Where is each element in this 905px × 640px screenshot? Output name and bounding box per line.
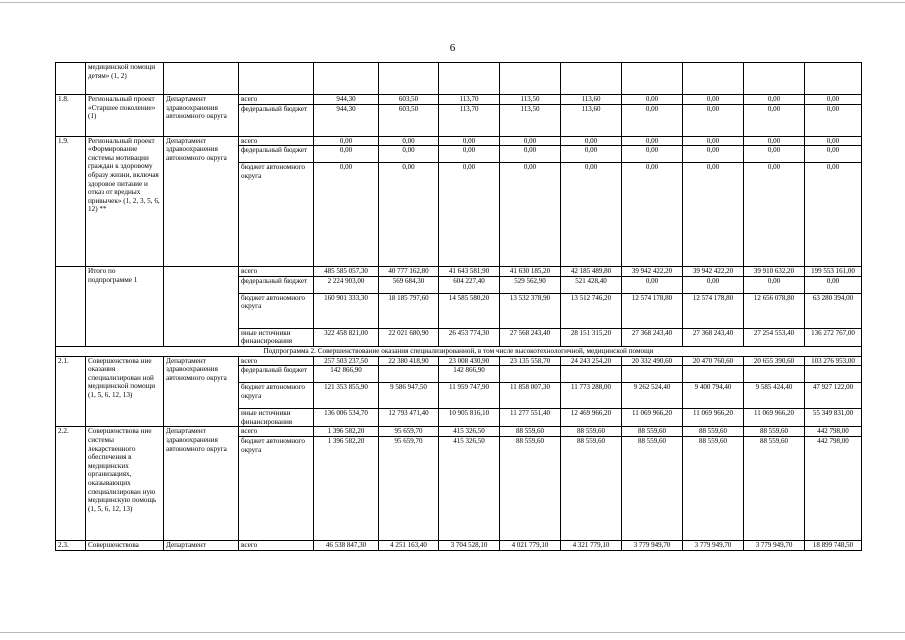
amount-cell: 0,00 bbox=[314, 146, 379, 163]
amount-cell: 12 656 078,80 bbox=[744, 293, 805, 328]
funding-source: всего bbox=[239, 136, 314, 146]
scan-edge-top bbox=[0, 2, 905, 3]
funding-source: бюджет автономного округа bbox=[239, 436, 314, 540]
amount-cell: 3 779 949,70 bbox=[622, 540, 683, 550]
funding-source bbox=[239, 63, 314, 95]
amount-cell: 136 006 534,70 bbox=[314, 409, 379, 427]
amount-cell: 257 503 237,50 bbox=[314, 356, 379, 366]
amount-cell: 0,00 bbox=[744, 104, 805, 136]
page-number: 6 bbox=[449, 42, 456, 54]
amount-cell: 27 368 243,40 bbox=[622, 328, 683, 346]
funding-source: всего bbox=[239, 95, 314, 105]
responsible-executor: Департамент здравоохранения автономного округа bbox=[164, 427, 239, 541]
responsible-executor bbox=[164, 63, 239, 95]
amount-cell bbox=[561, 63, 622, 95]
amount-cell bbox=[744, 366, 805, 383]
amount-cell: 13 532 378,90 bbox=[500, 293, 561, 328]
measure-name: Совершенствова ние оказания специализирован ной медицинской помощи (1, 5, 6, 12, 13) bbox=[86, 356, 164, 427]
amount-cell: 88 559,60 bbox=[683, 427, 744, 437]
amount-cell: 0,00 bbox=[379, 136, 439, 146]
amount-cell: 0,00 bbox=[805, 163, 862, 267]
amount-cell: 41 643 581,90 bbox=[439, 267, 500, 277]
amount-cell: 0,00 bbox=[744, 163, 805, 267]
amount-cell: 88 559,60 bbox=[500, 427, 561, 437]
amount-cell bbox=[805, 63, 862, 95]
amount-cell: 20 470 760,60 bbox=[683, 356, 744, 366]
funding-source: всего bbox=[239, 540, 314, 550]
amount-cell: 39 942 422,20 bbox=[683, 267, 744, 277]
amount-cell: 0,00 bbox=[500, 163, 561, 267]
amount-cell: 322 458 821,00 bbox=[314, 328, 379, 346]
amount-cell: 26 453 774,30 bbox=[439, 328, 500, 346]
amount-cell: 11 069 966,20 bbox=[683, 409, 744, 427]
row-index: 2.2. bbox=[56, 427, 86, 541]
amount-cell: 0,00 bbox=[622, 276, 683, 293]
amount-cell: 88 559,60 bbox=[683, 436, 744, 540]
amount-cell bbox=[622, 63, 683, 95]
measure-name: Совершенствова ние системы лекарственного обеспечения в медицинских организациях, оказывающих специализирован ную медицинскую помощь (1, 5, 6, 12, 13) bbox=[86, 427, 164, 541]
amount-cell: 121 353 855,90 bbox=[314, 383, 379, 409]
program-funding-table-wrap bbox=[55, 62, 861, 551]
amount-cell: 12 574 178,80 bbox=[622, 293, 683, 328]
amount-cell: 0,00 bbox=[683, 276, 744, 293]
amount-cell: 415 326,50 bbox=[439, 427, 500, 437]
amount-cell bbox=[622, 366, 683, 383]
table-row bbox=[56, 540, 862, 550]
amount-cell: 11 277 551,40 bbox=[500, 409, 561, 427]
amount-cell: 0,00 bbox=[439, 146, 500, 163]
amount-cell: 569 684,30 bbox=[379, 276, 439, 293]
amount-cell bbox=[500, 366, 561, 383]
funding-source: иные источники финансирования bbox=[239, 328, 314, 346]
amount-cell: 0,00 bbox=[805, 136, 862, 146]
amount-cell: 41 630 185,20 bbox=[500, 267, 561, 277]
responsible-executor: Департамент здравоохранения автономного округа bbox=[164, 95, 239, 137]
amount-cell: 415 326,50 bbox=[439, 436, 500, 540]
table-body bbox=[56, 63, 862, 551]
amount-cell: 88 559,60 bbox=[561, 427, 622, 437]
responsible-executor bbox=[164, 267, 239, 347]
amount-cell: 14 585 580,20 bbox=[439, 293, 500, 328]
table-row bbox=[56, 267, 862, 277]
funding-source: бюджет автономного округа bbox=[239, 293, 314, 328]
table-row bbox=[56, 63, 862, 95]
amount-cell: 40 777 162,80 bbox=[379, 267, 439, 277]
amount-cell: 11 773 288,00 bbox=[561, 383, 622, 409]
amount-cell: 95 659,70 bbox=[379, 436, 439, 540]
amount-cell: 88 559,60 bbox=[622, 427, 683, 437]
funding-source: всего bbox=[239, 356, 314, 366]
amount-cell: 113,70 bbox=[439, 95, 500, 105]
amount-cell: 0,00 bbox=[379, 146, 439, 163]
funding-source: всего bbox=[239, 427, 314, 437]
amount-cell bbox=[439, 63, 500, 95]
amount-cell: 0,00 bbox=[805, 104, 862, 136]
amount-cell bbox=[683, 63, 744, 95]
amount-cell: 0,00 bbox=[683, 95, 744, 105]
funding-source: федеральный бюджет bbox=[239, 276, 314, 293]
amount-cell: 0,00 bbox=[622, 136, 683, 146]
amount-cell: 0,00 bbox=[744, 146, 805, 163]
scan-edge-bottom bbox=[0, 632, 905, 633]
amount-cell: 11 858 007,30 bbox=[500, 383, 561, 409]
amount-cell: 3 704 528,10 bbox=[439, 540, 500, 550]
amount-cell: 12 469 966,20 bbox=[561, 409, 622, 427]
amount-cell: 55 349 831,00 bbox=[805, 409, 862, 427]
amount-cell: 0,00 bbox=[622, 95, 683, 105]
table-row bbox=[56, 427, 862, 437]
table-row bbox=[56, 95, 862, 105]
funding-source: бюджет автономного округа bbox=[239, 383, 314, 409]
amount-cell: 95 659,70 bbox=[379, 427, 439, 437]
amount-cell: 18 899 748,50 bbox=[805, 540, 862, 550]
measure-name: медицинской помощи детям» (1, 2) bbox=[86, 63, 164, 95]
amount-cell: 12 574 178,80 bbox=[683, 293, 744, 328]
amount-cell: 0,00 bbox=[314, 163, 379, 267]
amount-cell: 0,00 bbox=[561, 136, 622, 146]
amount-cell: 42 185 489,80 bbox=[561, 267, 622, 277]
amount-cell: 88 559,60 bbox=[622, 436, 683, 540]
amount-cell: 136 272 767,00 bbox=[805, 328, 862, 346]
table-row bbox=[56, 356, 862, 366]
amount-cell bbox=[500, 63, 561, 95]
amount-cell: 0,00 bbox=[744, 95, 805, 105]
amount-cell: 28 151 315,20 bbox=[561, 328, 622, 346]
amount-cell: 0,00 bbox=[805, 146, 862, 163]
amount-cell: 11 069 966,20 bbox=[622, 409, 683, 427]
amount-cell: 113,60 bbox=[561, 95, 622, 105]
amount-cell bbox=[805, 366, 862, 383]
amount-cell: 442 798,00 bbox=[805, 427, 862, 437]
amount-cell: 0,00 bbox=[561, 163, 622, 267]
amount-cell: 9 585 424,40 bbox=[744, 383, 805, 409]
responsible-executor: Департамент bbox=[164, 540, 239, 550]
amount-cell: 529 562,90 bbox=[500, 276, 561, 293]
amount-cell: 1 396 582,20 bbox=[314, 436, 379, 540]
row-index bbox=[56, 63, 86, 95]
amount-cell: 0,00 bbox=[683, 136, 744, 146]
amount-cell bbox=[683, 366, 744, 383]
amount-cell: 0,00 bbox=[622, 163, 683, 267]
amount-cell: 9 262 524,40 bbox=[622, 383, 683, 409]
amount-cell: 4 251 163,40 bbox=[379, 540, 439, 550]
section-row bbox=[56, 346, 862, 356]
amount-cell: 113,60 bbox=[561, 104, 622, 136]
amount-cell: 11 959 747,90 bbox=[439, 383, 500, 409]
measure-name: Итого по подпрограмме 1 bbox=[86, 267, 164, 347]
amount-cell: 23 135 558,70 bbox=[500, 356, 561, 366]
amount-cell: 113,50 bbox=[500, 95, 561, 105]
amount-cell: 3 779 949,70 bbox=[683, 540, 744, 550]
section-heading: Подпрограмма 2. Совершенствование оказания специализированной, в том числе высокотехнологичной, медицинской помощи bbox=[56, 346, 862, 356]
amount-cell: 0,00 bbox=[561, 146, 622, 163]
row-index: 2.1. bbox=[56, 356, 86, 427]
funding-source: иные источники финансирования bbox=[239, 409, 314, 427]
amount-cell: 20 332 490,60 bbox=[622, 356, 683, 366]
amount-cell: 521 428,40 bbox=[561, 276, 622, 293]
funding-source: федеральный бюджет bbox=[239, 104, 314, 136]
amount-cell: 4 021 779,10 bbox=[500, 540, 561, 550]
amount-cell: 88 559,60 bbox=[744, 436, 805, 540]
amount-cell: 22 021 680,90 bbox=[379, 328, 439, 346]
amount-cell: 442 798,00 bbox=[805, 436, 862, 540]
row-index: 1.9. bbox=[56, 136, 86, 267]
amount-cell: 160 901 333,30 bbox=[314, 293, 379, 328]
amount-cell: 0,00 bbox=[683, 146, 744, 163]
amount-cell: 12 793 471,40 bbox=[379, 409, 439, 427]
amount-cell bbox=[314, 63, 379, 95]
amount-cell: 22 380 418,90 bbox=[379, 356, 439, 366]
amount-cell bbox=[379, 366, 439, 383]
amount-cell: 0,00 bbox=[314, 136, 379, 146]
measure-name: Региональный проект «Формирование системы мотивации граждан к здоровому образу жизни, включая здоровое питание и отказ от вредных привычек» (1, 2, 3, 5, 6, 12) ** bbox=[86, 136, 164, 267]
table-row bbox=[56, 136, 862, 146]
amount-cell: 88 559,60 bbox=[744, 427, 805, 437]
amount-cell: 24 243 254,20 bbox=[561, 356, 622, 366]
amount-cell: 142 866,90 bbox=[439, 366, 500, 383]
amount-cell: 0,00 bbox=[683, 104, 744, 136]
amount-cell: 46 538 847,30 bbox=[314, 540, 379, 550]
amount-cell: 20 655 390,60 bbox=[744, 356, 805, 366]
amount-cell: 27 254 553,40 bbox=[744, 328, 805, 346]
amount-cell: 27 368 243,40 bbox=[683, 328, 744, 346]
amount-cell: 944,30 bbox=[314, 95, 379, 105]
amount-cell: 0,00 bbox=[500, 136, 561, 146]
amount-cell: 39 942 422,20 bbox=[622, 267, 683, 277]
amount-cell: 4 321 779,10 bbox=[561, 540, 622, 550]
amount-cell: 2 224 903,00 bbox=[314, 276, 379, 293]
amount-cell: 3 779 949,70 bbox=[744, 540, 805, 550]
amount-cell: 27 568 243,40 bbox=[500, 328, 561, 346]
row-index: 1.8. bbox=[56, 95, 86, 137]
funding-source: бюджет автономного округа bbox=[239, 163, 314, 267]
amount-cell: 603,50 bbox=[379, 95, 439, 105]
amount-cell: 0,00 bbox=[500, 146, 561, 163]
amount-cell: 9 586 947,50 bbox=[379, 383, 439, 409]
amount-cell bbox=[561, 366, 622, 383]
amount-cell: 10 905 816,10 bbox=[439, 409, 500, 427]
amount-cell: 944,30 bbox=[314, 104, 379, 136]
amount-cell: 604 227,40 bbox=[439, 276, 500, 293]
funding-source: федеральный бюджет bbox=[239, 366, 314, 383]
responsible-executor: Департамент здравоохранения автономного округа bbox=[164, 136, 239, 267]
amount-cell: 88 559,60 bbox=[561, 436, 622, 540]
amount-cell: 603,50 bbox=[379, 104, 439, 136]
amount-cell bbox=[744, 63, 805, 95]
funding-source: всего bbox=[239, 267, 314, 277]
amount-cell: 0,00 bbox=[379, 163, 439, 267]
amount-cell: 199 553 161,00 bbox=[805, 267, 862, 277]
amount-cell: 0,00 bbox=[439, 163, 500, 267]
amount-cell: 0,00 bbox=[683, 163, 744, 267]
amount-cell: 88 559,60 bbox=[500, 436, 561, 540]
amount-cell: 18 185 797,60 bbox=[379, 293, 439, 328]
amount-cell: 1 396 582,20 bbox=[314, 427, 379, 437]
amount-cell: 0,00 bbox=[805, 276, 862, 293]
amount-cell: 0,00 bbox=[622, 104, 683, 136]
amount-cell: 11 069 966,20 bbox=[744, 409, 805, 427]
amount-cell: 63 280 394,00 bbox=[805, 293, 862, 328]
measure-name: Региональный проект «Старшее поколение» (1) bbox=[86, 95, 164, 137]
row-index: 2.3. bbox=[56, 540, 86, 550]
amount-cell: 0,00 bbox=[744, 136, 805, 146]
amount-cell: 0,00 bbox=[439, 136, 500, 146]
amount-cell bbox=[379, 63, 439, 95]
funding-source: федеральный бюджет bbox=[239, 146, 314, 163]
amount-cell: 23 008 430,90 bbox=[439, 356, 500, 366]
amount-cell: 103 276 953,00 bbox=[805, 356, 862, 366]
amount-cell: 47 927 122,00 bbox=[805, 383, 862, 409]
row-index bbox=[56, 267, 86, 347]
amount-cell: 0,00 bbox=[805, 95, 862, 105]
amount-cell: 0,00 bbox=[622, 146, 683, 163]
amount-cell: 113,70 bbox=[439, 104, 500, 136]
measure-name: Совершенствова bbox=[86, 540, 164, 550]
amount-cell: 485 585 057,30 bbox=[314, 267, 379, 277]
amount-cell: 39 910 632,20 bbox=[744, 267, 805, 277]
program-funding-table bbox=[55, 62, 862, 551]
responsible-executor: Департамент здравоохранения автономного округа bbox=[164, 356, 239, 427]
amount-cell: 0,00 bbox=[744, 276, 805, 293]
amount-cell: 113,50 bbox=[500, 104, 561, 136]
amount-cell: 13 512 746,20 bbox=[561, 293, 622, 328]
amount-cell: 142 866,90 bbox=[314, 366, 379, 383]
amount-cell: 9 400 794,40 bbox=[683, 383, 744, 409]
